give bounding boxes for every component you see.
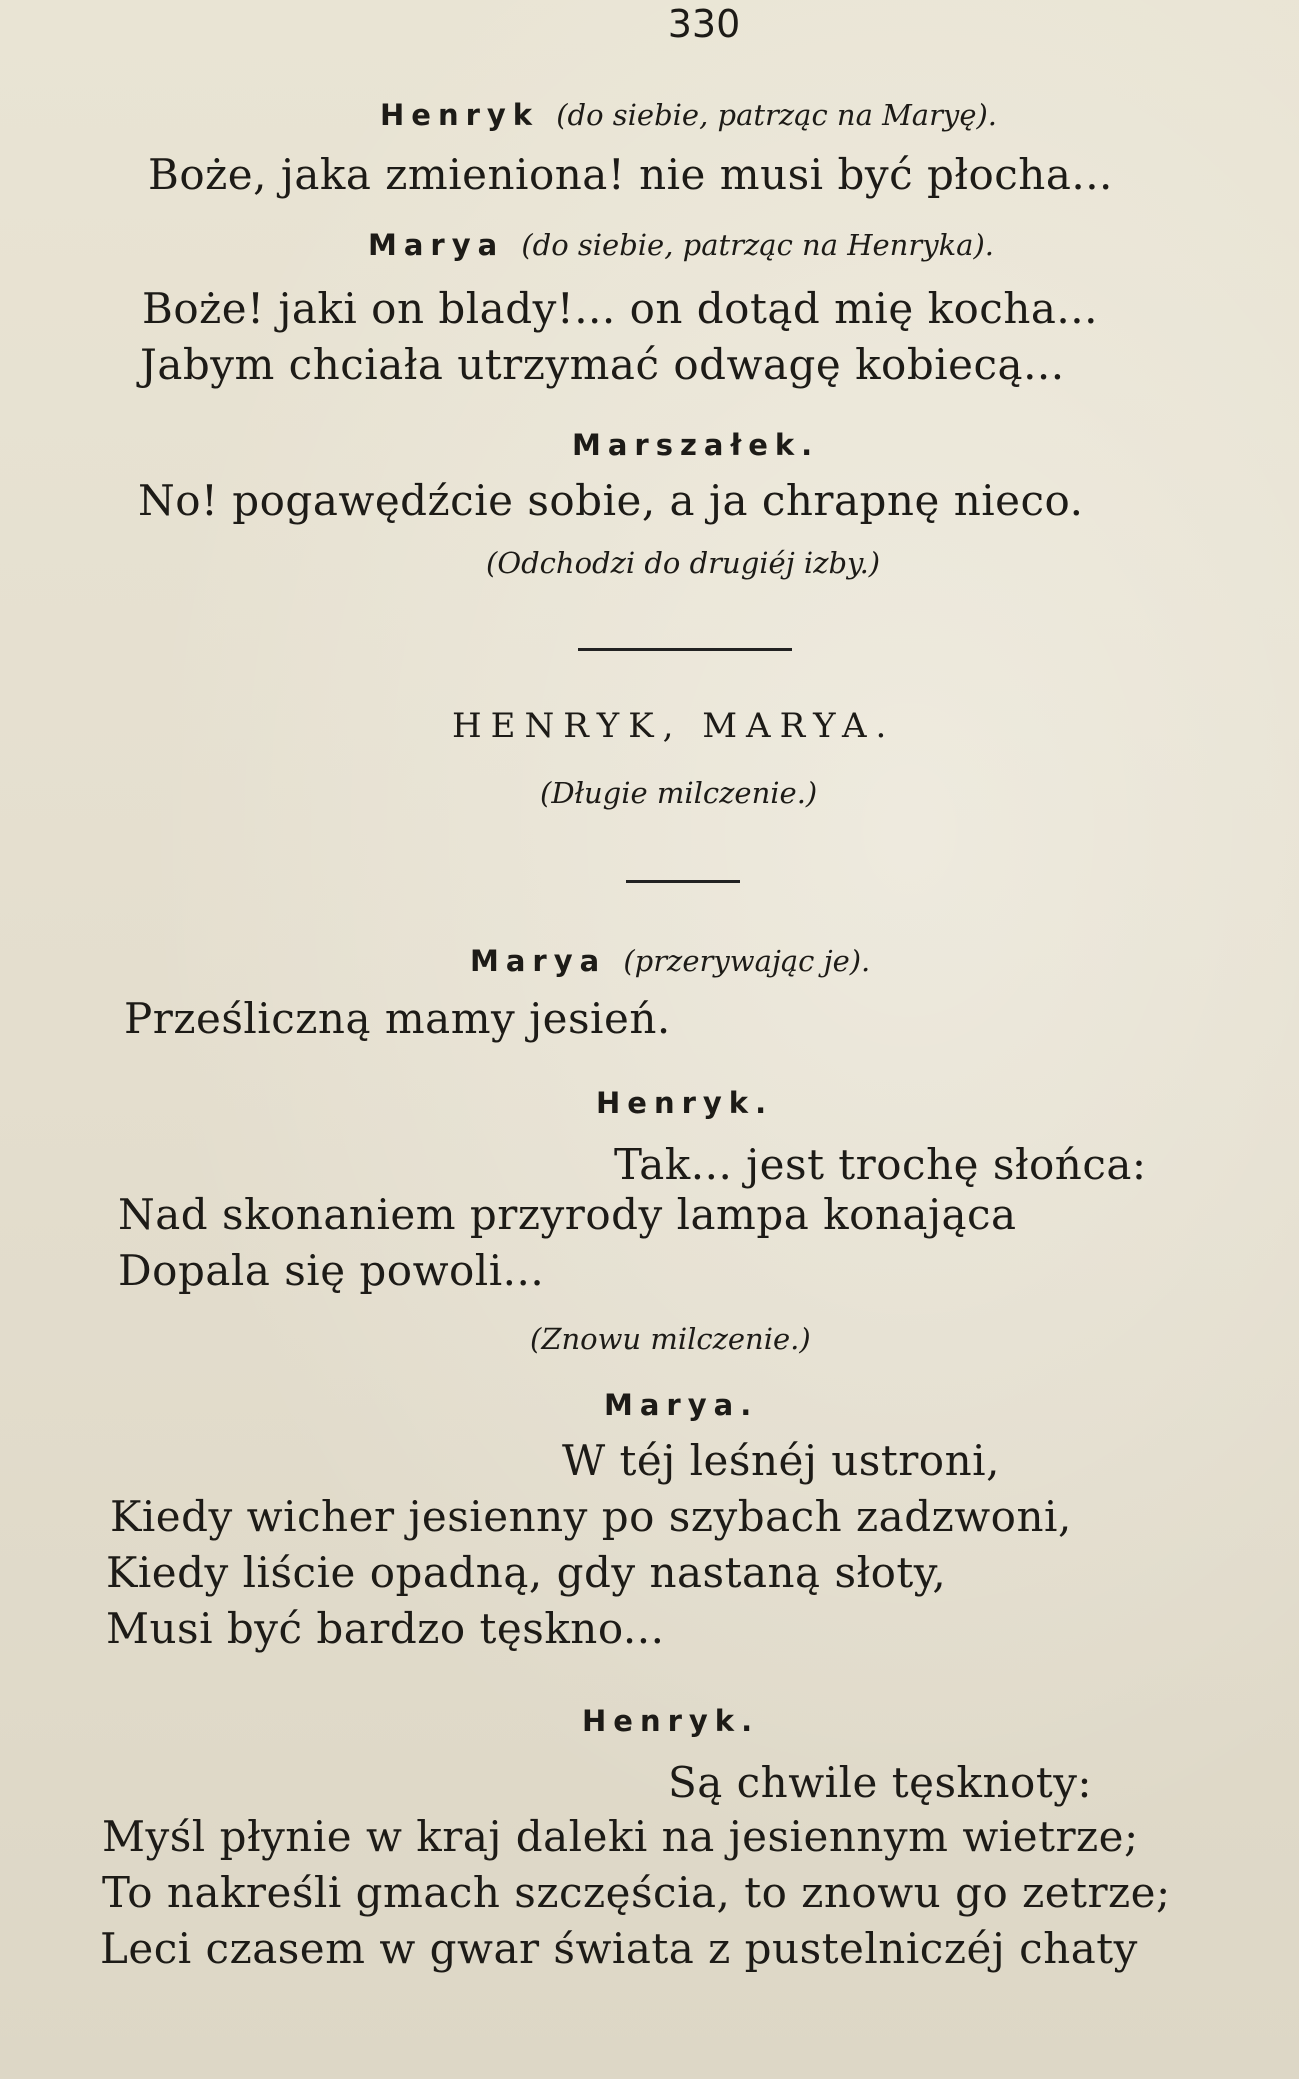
speaker-name: Marya bbox=[470, 944, 607, 978]
page-number: 330 bbox=[667, 2, 741, 46]
verse-line: Nad skonaniem przyrody lampa konająca bbox=[118, 1190, 1017, 1239]
verse-line: Leci czasem w gwar świata z pustelniczéj chaty bbox=[100, 1924, 1138, 1973]
speaker-henryk: Henryk. bbox=[596, 1086, 774, 1120]
scene-heading: HENRYK, MARYA. bbox=[452, 706, 896, 746]
stage-note: (do siebie, patrząc na Maryę). bbox=[556, 98, 998, 132]
verse-line: To nakreśli gmach szczęścia, to znowu go zetrze; bbox=[102, 1868, 1171, 1917]
verse-line: Jabym chciała utrzymać odwagę kobiecą... bbox=[140, 340, 1065, 389]
verse-line: Myśl płynie w kraj daleki na jesiennym wietrze; bbox=[102, 1812, 1139, 1861]
scene-direction: (Długie milczenie.) bbox=[540, 776, 818, 810]
verse-line: Kiedy liście opadną, gdy nastaną słoty, bbox=[106, 1548, 947, 1597]
verse-line: Prześliczną mamy jesień. bbox=[124, 994, 671, 1043]
speaker-marya bbox=[368, 228, 994, 262]
verse-line: Musi być bardzo tęskno... bbox=[106, 1604, 665, 1653]
speaker-marszalek: Marszałek. bbox=[572, 428, 820, 462]
speaker-henryk: Henryk. bbox=[582, 1704, 760, 1738]
verse-line: Są chwile tęsknoty: bbox=[668, 1758, 1093, 1807]
section-divider bbox=[578, 648, 792, 651]
section-divider bbox=[626, 880, 740, 883]
verse-line: No! pogawędźcie sobie, a ja chrapnę nieco. bbox=[138, 476, 1084, 525]
speaker-marya: Marya. bbox=[604, 1388, 759, 1422]
verse-line: Tak... jest trochę słońca: bbox=[614, 1140, 1147, 1189]
speaker-henryk bbox=[380, 98, 997, 132]
stage-direction: (Znowu milczenie.) bbox=[530, 1322, 811, 1356]
verse-line: Boże! jaki on blady!... on dotąd mię kocha... bbox=[142, 284, 1098, 333]
speaker-marya bbox=[470, 944, 870, 978]
stage-note: (przerywając je). bbox=[623, 944, 871, 978]
stage-direction: (Odchodzi do drugiéj izby.) bbox=[486, 546, 881, 580]
speaker-name: Marya bbox=[368, 228, 505, 262]
verse-line: Boże, jaka zmieniona! nie musi być płocha... bbox=[148, 150, 1113, 199]
verse-line: Kiedy wicher jesienny po szybach zadzwoni, bbox=[110, 1492, 1072, 1541]
speaker-name: Henryk bbox=[380, 98, 540, 132]
verse-line: Dopala się powoli... bbox=[118, 1246, 545, 1295]
verse-line: W téj leśnéj ustroni, bbox=[562, 1436, 1000, 1485]
stage-note: (do siebie, patrząc na Henryka). bbox=[521, 228, 994, 262]
